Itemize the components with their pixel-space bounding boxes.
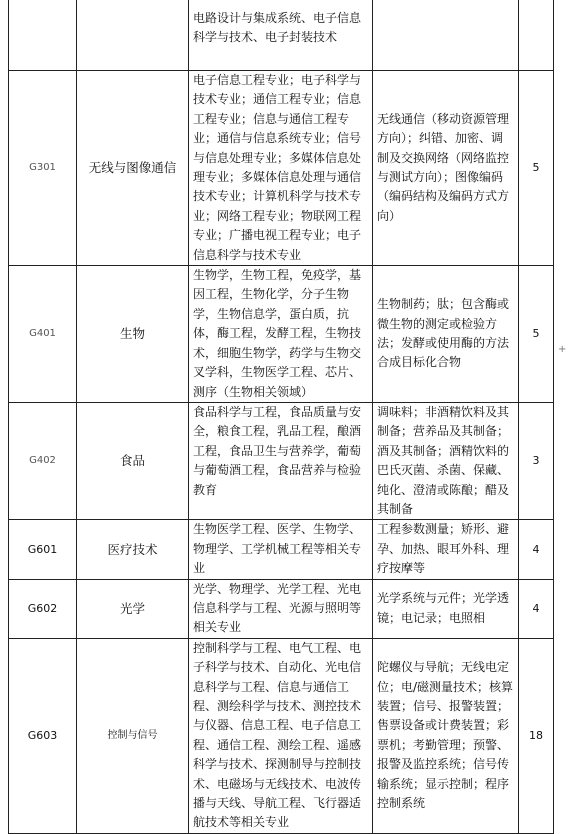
examination-direction: 陀螺仪与导航；无线电定位；电/磁测量技术；核算装置；信号、报警装置；售票设备或计费装置；彩票机；考勤管理；预警、报警及监控系统；信号传输系统；显示控制；程序控制系统 (373, 638, 519, 833)
position-code: G301 (9, 71, 77, 266)
position-name: 无线与图像通信 (77, 71, 189, 266)
position-name: 食品 (77, 402, 189, 519)
required-majors: 电子信息工程专业；电子科学与技术专业；通信工程专业；信息工程专业；信息与通信工程专业；通信与信息系统专业；信号与信息处理专业；多媒体信息处理专业；多媒体信息处理与通信技术专业；计算机科学与技术专业；网络工程专业；物联网工程专业；广播电视工程专业；电子信息科学与技术专业 (189, 71, 373, 266)
table-row (9, 0, 554, 71)
required-majors: 生物学，生物工程，免疫学，基因工程，生物化学，分子生物学，生物信息学，蛋白质，抗体，酶工程，发酵工程，生物技术，细胞生物学，药学与生物交叉学科，生物医学工程、芯片、测序（生物相关领域） (189, 266, 373, 403)
position-name (77, 0, 189, 71)
table-row (9, 71, 554, 266)
required-majors: 食品科学与工程，食品质量与安全，粮食工程，乳品工程，酿酒工程，食品卫生与营养学，葡萄与葡萄酒工程，食品营养与检验教育 (189, 402, 373, 519)
position-name: 光学 (77, 579, 189, 638)
examination-direction: 无线通信（移动资源管理方向）；纠错、加密、调制及交换网络（网络监控与测试方向）；图像编码（编码结构及编码方式方向） (373, 71, 519, 266)
examination-direction: 工程参数测量；矫形、避孕、加热、眼耳外科、理疗按摩等 (373, 520, 519, 579)
recruit-count: 5 (519, 266, 554, 403)
table-row (9, 520, 554, 579)
required-majors: 光学、物理学、光学工程、光电信息科学与工程、光源与照明等相关专业 (189, 579, 373, 638)
position-code: G401 (9, 266, 77, 403)
table-row (9, 402, 554, 519)
examination-direction: 生物制药；肽；包含酶或微生物的测定或检验方法；发酵或使用酶的方法合成目标化合物 (373, 266, 519, 403)
examination-direction: 光学系统与元件；光学透镜；电记录；电照相 (373, 579, 519, 638)
position-name: 控制与信号 (77, 638, 189, 833)
position-code: G602 (9, 579, 77, 638)
recruit-count: 5 (519, 71, 554, 266)
required-majors: 生物医学工程、医学、生物学、物理学、工学机械工程等相关专业 (189, 520, 373, 579)
required-majors: 控制科学与工程、电气工程、电子科学与技术、自动化、光电信息科学与工程、信息与通信工程、测绘科学与技术、测控技术与仪器、信息工程、电子信息工程、通信工程、测绘工程、遥感科学与技术、探测制导与控制技术、电磁场与无线技术、电波传播与天线、导航工程、飞行器适航技术等相关专业 (189, 638, 373, 833)
table-row (9, 266, 554, 403)
examination-direction: 调味料；非酒精饮料及其制备；营养品及其制备；酒及其制备；酒精饮料的巴氏灭菌、杀菌、保藏、纯化、澄清或陈酿；醋及其制备 (373, 402, 519, 519)
table-row (9, 579, 554, 638)
recruit-count: 4 (519, 520, 554, 579)
recruit-count (519, 0, 554, 71)
examination-direction (373, 0, 519, 71)
position-name: 医疗技术 (77, 520, 189, 579)
position-code: G402 (9, 402, 77, 519)
table-move-handle-icon[interactable]: + (558, 344, 567, 355)
position-name: 生物 (77, 266, 189, 403)
position-code (9, 0, 77, 71)
required-majors: 电路设计与集成系统、电子信息科学与技术、电子封装技术 (189, 0, 373, 71)
examiner-position-table (8, 0, 554, 834)
position-code: G603 (9, 638, 77, 833)
recruit-count: 3 (519, 402, 554, 519)
recruit-count: 18 (519, 638, 554, 833)
recruit-count: 4 (519, 579, 554, 638)
position-code: G601 (9, 520, 77, 579)
table-row (9, 638, 554, 833)
